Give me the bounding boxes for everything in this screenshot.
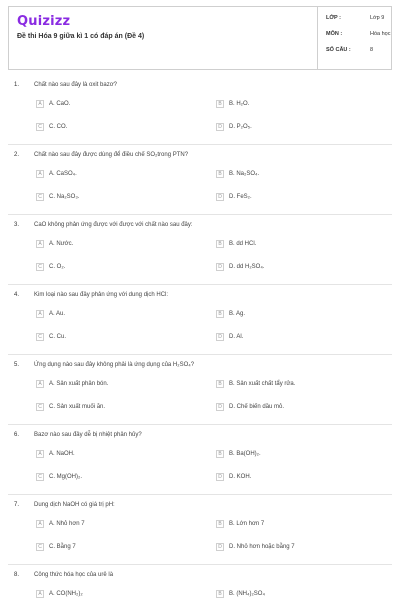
question-divider [8,144,392,145]
option-letter-box: B [216,240,224,248]
option-text: B. Ba(OH)₂. [229,451,261,457]
answer-option[interactable] [216,332,243,342]
answer-option[interactable] [36,379,108,389]
question-number: 6. [14,432,20,438]
question-text: Công thức hóa học của urê là [34,572,114,578]
answer-option[interactable] [36,262,65,272]
meta-row-class [326,15,384,21]
option-text: C. Na₂SO₃. [49,194,80,200]
option-letter-box: A [36,310,44,318]
question-text: CaO không phản ứng được với được với chất nào sau đây: [34,222,193,228]
option-text: A. CO(NH₂)₂ [49,591,83,597]
question-text: Dung dịch NaOH có giá trị pH: [34,502,115,508]
option-letter-box: C [36,543,44,551]
question-divider [8,354,392,355]
meta-value: Hóa học [370,31,391,37]
answer-option[interactable] [36,402,105,412]
option-text: C. Sản xuất muối ăn. [49,404,106,410]
option-letter-box: B [216,450,224,458]
option-text: B. Na₂SO₄. [229,171,260,177]
question-text: Ứng dụng nào sau đây không phải là ứng dụng của H₂SO₄? [34,362,195,368]
option-letter-box: A [36,240,44,248]
option-letter-box: A [36,450,44,458]
question-number: 4. [14,292,20,298]
answer-option[interactable] [216,449,261,459]
option-letter-box: D [216,543,224,551]
option-text: D. dd H₂SO₄. [229,264,265,270]
question-divider [8,424,392,425]
answer-option[interactable] [36,239,73,249]
option-text: D. P₂O₅. [229,124,252,130]
option-letter-box: D [216,403,224,411]
option-letter-box: C [36,333,44,341]
option-letter-box: B [216,590,224,598]
option-text: A. CaSO₄. [49,171,77,177]
option-text: A. Sản xuất phân bón. [49,381,109,387]
option-letter-box: C [36,473,44,481]
option-letter-box: D [216,333,224,341]
option-text: B. H₂O. [229,101,250,107]
answer-option[interactable] [36,332,66,342]
option-text: C. Cu. [49,334,67,340]
answer-option[interactable] [36,192,79,202]
question-divider [8,284,392,285]
meta-key: MÔN : [326,31,343,37]
option-letter-box: A [36,380,44,388]
question-number: 8. [14,572,20,578]
option-letter-box: A [36,170,44,178]
option-text: B. dd HCl. [229,241,257,247]
option-text: C. Bằng 7 [49,544,76,550]
option-text: B. Lớn hơn 7 [229,521,265,527]
option-letter-box: D [216,123,224,131]
answer-option[interactable] [216,542,295,552]
answer-option[interactable] [216,309,245,319]
answer-option[interactable] [36,589,83,599]
option-text: C. CO. [49,124,68,130]
option-letter-box: B [216,520,224,528]
question-number: 5. [14,362,20,368]
question-text: Chất nào sau đây là oxit bazơ? [34,82,117,88]
question-number: 7. [14,502,20,508]
option-letter-box: B [216,310,224,318]
answer-option[interactable] [216,122,252,132]
question-number: 3. [14,222,20,228]
option-text: A. NaOH. [49,451,75,457]
answer-option[interactable] [36,99,70,109]
worksheet-header [8,6,392,70]
question-divider [8,214,392,215]
option-text: D. KOH. [229,474,252,480]
question-divider [8,494,392,495]
meta-divider [317,7,318,69]
meta-key: LỚP : [326,15,341,21]
meta-row-subject [326,31,391,37]
option-letter-box: B [216,170,224,178]
answer-option[interactable] [216,262,264,272]
option-letter-box: C [36,263,44,271]
option-text: B. (NH₄)₂SO₄ [229,591,265,597]
option-text: B. Sản xuất chất tẩy rửa. [229,381,296,387]
answer-option[interactable] [36,309,65,319]
answer-option[interactable] [36,169,77,179]
option-text: C. Mg(OH)₂. [49,474,82,480]
option-text: C. O₂. [49,264,66,270]
question-number: 1. [14,82,20,88]
meta-value: 8 [370,47,374,53]
answer-option[interactable] [216,169,259,179]
option-letter-box: A [36,100,44,108]
answer-option[interactable] [216,589,265,599]
option-letter-box: C [36,403,44,411]
option-letter-box: D [216,193,224,201]
option-letter-box: C [36,193,44,201]
answer-option[interactable] [36,472,82,482]
option-letter-box: D [216,473,224,481]
option-text: D. Al. [229,334,244,340]
answer-option[interactable] [216,99,249,109]
answer-option[interactable] [216,519,264,529]
quizizz-logo: Quizizz [17,14,71,29]
option-letter-box: A [36,590,44,598]
meta-key: SỐ CÂU : [326,47,351,53]
answer-option[interactable] [216,239,256,249]
option-letter-box: D [216,263,224,271]
question-text: Chất nào sau đây được dùng để điều chế SO₂trong PTN? [34,152,189,158]
option-text: A. Nước. [49,241,74,247]
option-text: D. Chế biến dầu mỏ. [229,404,285,410]
option-text: B. Ag. [229,311,246,317]
option-text: A. Au. [49,311,66,317]
worksheet-title: Đề thi Hóa 9 giữa kì 1 có đáp án (Đề 4) [17,33,145,40]
question-text: Bazơ nào sau đây dễ bị nhiệt phân hủy? [34,432,142,438]
question-number: 2. [14,152,20,158]
option-text: A. Nhỏ hơn 7 [49,521,85,527]
answer-option[interactable] [36,519,85,529]
meta-value: Lớp 9 [370,15,385,21]
answer-option[interactable] [216,379,295,389]
answer-option[interactable] [36,449,75,459]
meta-row-count [326,47,373,53]
option-letter-box: A [36,520,44,528]
option-text: A. CaO. [49,101,71,107]
answer-option[interactable] [36,542,76,552]
question-text: Kim loại nào sau đây phản ứng với dung dịch HCl: [34,292,169,298]
question-divider [8,564,392,565]
option-letter-box: C [36,123,44,131]
option-letter-box: B [216,100,224,108]
option-letter-box: B [216,380,224,388]
answer-option[interactable] [216,402,284,412]
answer-option[interactable] [36,122,67,132]
answer-option[interactable] [216,192,252,202]
option-text: D. Nhỏ hơn hoặc bằng 7 [229,544,295,550]
answer-option[interactable] [216,472,251,482]
option-text: D. FeS₂. [229,194,252,200]
